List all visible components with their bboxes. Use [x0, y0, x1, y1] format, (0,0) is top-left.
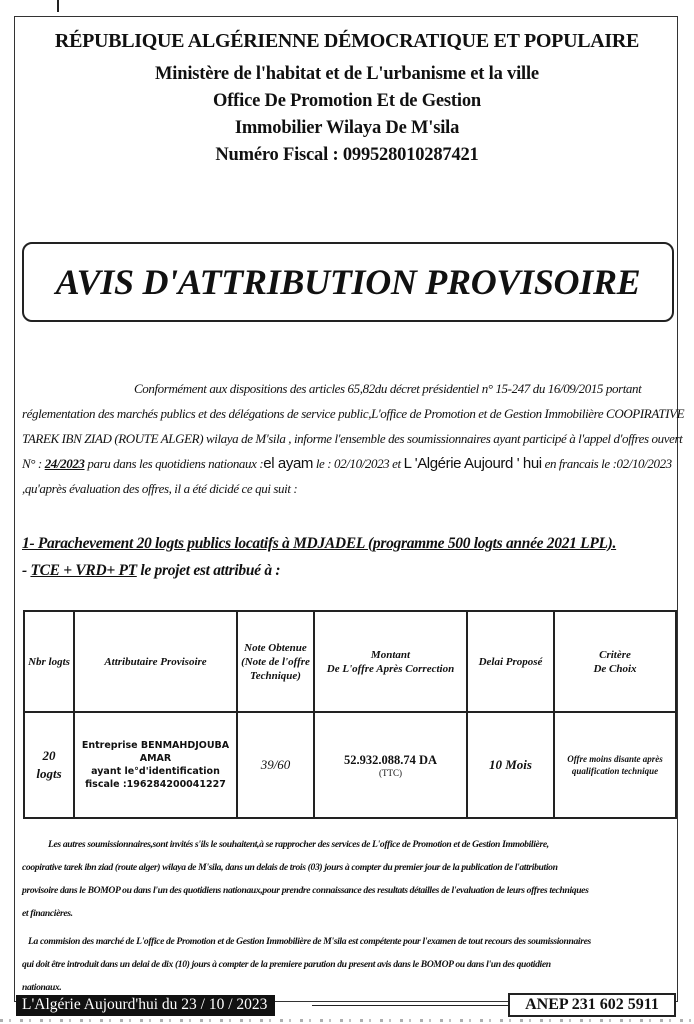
notice-commission-line-3: nationaux.	[22, 982, 62, 993]
notice-others-line-1: Les autres soumissionnaires,sont invités s'ils le souhaitent,à se rapprocher des services de L'office de Promotion et de Gestion Immobilière,	[48, 839, 549, 850]
montant-value: 52.932.088.74 DA	[343, 752, 438, 767]
office-line-1: Office De Promotion Et de Gestion	[213, 91, 481, 111]
intro-line-5: ,qu'après évaluation des offres, il a été dicidé ce qui suit :	[22, 481, 298, 496]
cell-attributaire	[74, 712, 237, 818]
intro-line-4	[22, 451, 674, 476]
header-critere	[554, 611, 676, 712]
header-nbr-logts: Nbr logts	[24, 611, 74, 712]
company-owner: AMAR	[139, 753, 172, 764]
date-2: en francais le :02/10/2023	[541, 456, 672, 471]
notice-others	[22, 833, 674, 925]
cell-note: 39/60	[237, 712, 314, 818]
header-montant	[314, 611, 467, 712]
header-note: Note Obtenue (Note de l'offre Technique)	[237, 611, 314, 712]
notice-others-line-2: coopirative tarek ibn ziad (route alger) wilaya de M'sila, dans un delais de trois (03) jours à compter du premier jour de la publication de l'attribution	[22, 862, 558, 873]
company-id-label: ayant le°d'identification	[91, 766, 220, 777]
anep-reference: ANEP 231 602 5911	[508, 993, 676, 1017]
intro-line-3: TAREK IBN ZIAD (ROUTE ALGER) wilaya de M'sila , informe l'ensemble des soumissionnaires ayant participé à l'appel d'offres ouvert	[22, 431, 683, 446]
montant-ttc: (TTC)	[379, 767, 402, 778]
notice-commission-line-1: La commision des marché de L'office de Promotion et de Gestion Immobilière de M'sila est compétente pour l'examen de tout recours des soumissionnaires	[28, 936, 591, 947]
table-header-row	[24, 611, 676, 712]
header-critere-l2: De Choix	[593, 662, 637, 675]
publication-banner: L'Algérie Aujourd'hui du 23 / 10 / 2023	[16, 995, 275, 1016]
nbr-value: 20	[42, 748, 56, 763]
cell-delai: 10 Mois	[467, 712, 554, 818]
notice-title: AVIS D'ATTRIBUTION PROVISOIRE	[55, 262, 641, 302]
intro-line-2: réglementation des marchés publics et des délégations de service public,L'office de Promotion et de Gestion Immobilière COOPIRATIVE	[22, 406, 685, 421]
intro-line-1: Conformément aux dispositions des articles 65,82du décret présidentiel n° 15-247 du 16/09/2015 portant	[134, 381, 642, 396]
ministry-line: Ministère de l'habitat et de L'urbanisme et la ville	[155, 64, 539, 84]
scan-mark	[57, 0, 59, 12]
lot-scope	[22, 562, 280, 580]
cell-nbr-logts	[24, 712, 74, 818]
date-1: le : 02/10/2023 et	[313, 456, 404, 471]
cell-montant	[314, 712, 467, 818]
tender-number: 24/2023	[44, 456, 85, 471]
header-attributaire: Attributaire Provisoire	[74, 611, 237, 712]
scope-items: TCE + VRD+ PT	[30, 562, 137, 579]
notice-commission-line-2: qui doit être introduit dans un delai de dix (10) jours à compter de la premiere parution du present avis dans le BOMOP ou dans l'un des quotidien	[22, 959, 551, 970]
newspaper-el-ayam: el ayam	[263, 455, 313, 472]
company-name: Entreprise BENMAHDJOUBA	[81, 740, 230, 751]
scope-prefix: -	[22, 562, 31, 579]
title-box	[22, 242, 674, 322]
notice-commission	[22, 930, 674, 999]
notice-others-line-3: provisoire dans le BOMOP ou dans l'un des quotidiens nationaux,pour prendre connaissance des resultats détailles de l'evaluation de leurs offres techniques	[22, 885, 589, 896]
scan-edge	[0, 1019, 694, 1022]
republic-header: RÉPUBLIQUE ALGÉRIENNE DÉMOCRATIQUE ET POPULAIRE	[54, 30, 640, 52]
attribution-table	[23, 610, 677, 819]
header-montant-l1: Montant	[370, 648, 411, 661]
newspaper-algerie-aujourdhui: L 'Algérie Aujourd ' hui	[403, 455, 542, 472]
header-delai: Delai Proposé	[467, 611, 554, 712]
footer-divider	[312, 1005, 508, 1006]
lot-title: 1- Parachevement 20 logts publics locatifs à MDJADEL (programme 500 logts année 2021 LPL).	[22, 535, 617, 552]
table-row	[24, 712, 676, 818]
office-line-2: Immobilier Wilaya De M'sila	[234, 118, 460, 138]
company-fiscal-id: fiscale :196284200041227	[85, 779, 226, 790]
notice-others-line-4: et financières.	[22, 908, 73, 919]
header-critere-l1: Critère	[599, 648, 631, 661]
fiscal-number: Numéro Fiscal : 099528010287421	[215, 145, 479, 165]
number-prefix: N° :	[22, 456, 45, 471]
published-in: paru dans les quotidiens nationaux :	[84, 456, 264, 471]
cell-critere: Offre moins disante après qualification technique	[554, 712, 676, 818]
intro-paragraph	[22, 376, 685, 501]
scope-suffix: le projet est attribué à :	[136, 562, 281, 579]
nbr-unit: logts	[36, 766, 62, 781]
header-montant-l2: De L'offre Après Correction	[326, 662, 455, 675]
